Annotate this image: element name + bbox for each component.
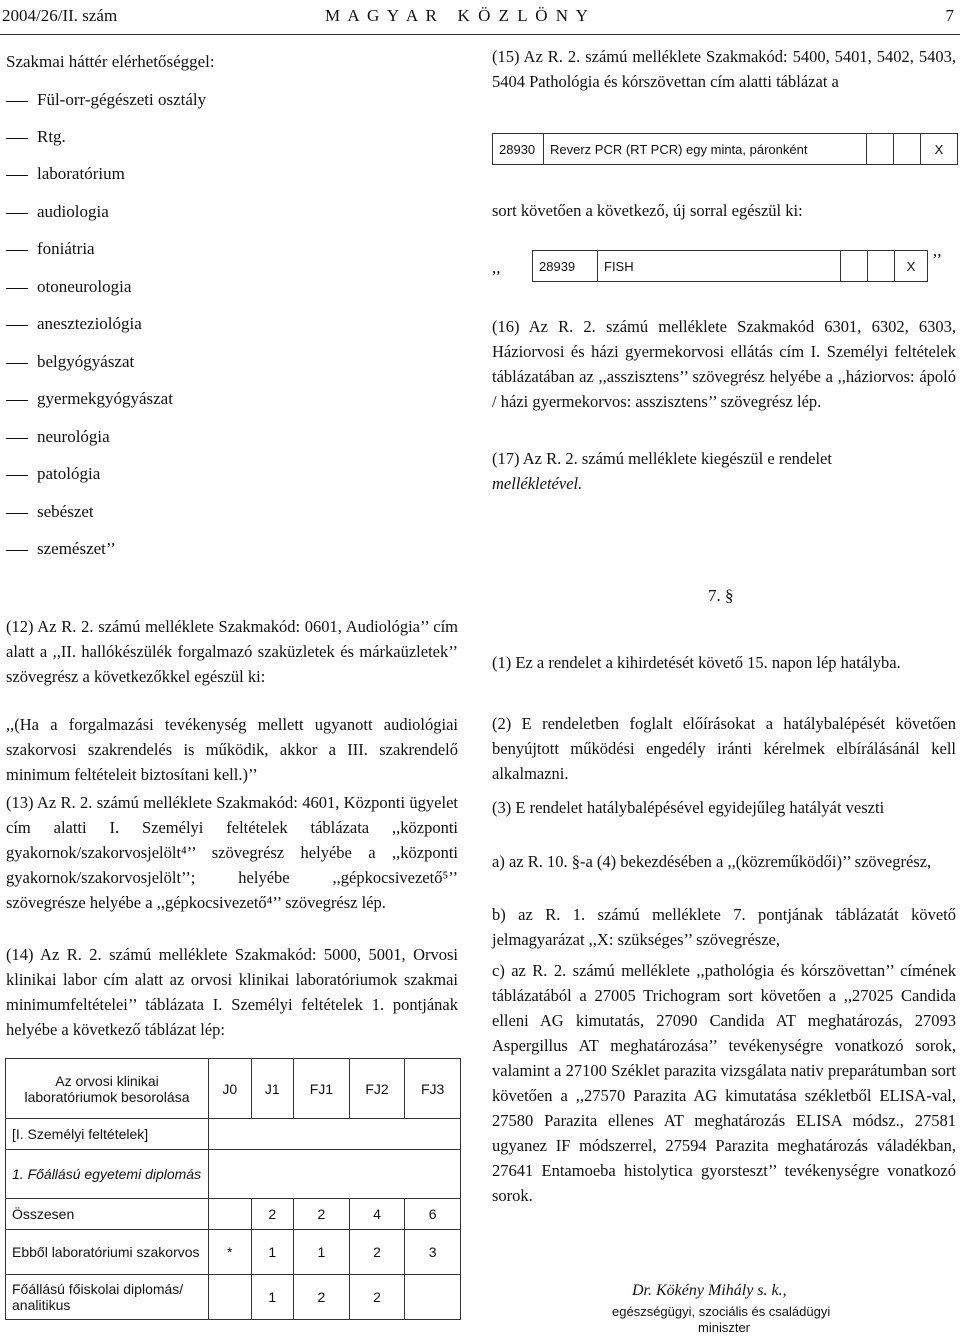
header-date: 2004/26/II. szám — [2, 6, 118, 25]
list-item: aneszteziológia — [6, 314, 142, 334]
item-b: b) az R. 1. számú melléklete 7. pontjának táblázatát követő jelmagyarázat ,,X: szükséges’’ szövegrésze, — [492, 905, 956, 949]
table-cell: 2 — [349, 1275, 405, 1320]
table-cell: * — [209, 1230, 252, 1275]
section-2: (2) E rendeletben foglalt előírásokat a hatálybalépését követően benyújtott működési engedély iránti kérelmek elbírálásánál kell alkalmazni. — [492, 714, 956, 783]
table-cell: Összesen — [6, 1199, 209, 1230]
table-cell: 4 — [349, 1199, 405, 1230]
paragraph-16: (16) Az R. 2. számú melléklete Szakmakód 6301, 6302, 6303, Háziorvosi és házi gyermekorvosi ellátás cím I. Személyi feltételek táblázatában az ,,asszisztens’’ szövegrész helyébe a ,,háziorvos: ápoló / házi gyermekorvos: asszisztens’’ szövegrész lép. — [492, 317, 956, 411]
paragraph-14: (14) Az R. 2. számú melléklete Szakmakód: 5000, 5001, Orvosi klinikai labor cím alatt az orvosi klinikai laboratóriumok szakmai minimumfeltételei’’ táblázata I. Személyi feltételek 1. pontjának helyébe a következő táblázat lép: — [6, 945, 458, 1039]
quote-close: ’’ — [932, 250, 943, 269]
item-c: c) az R. 2. számú melléklete ,,pathológia és kórszövettan’’ címének táblázatából a 27005 Trichogram sort követően a ,,27025 Candida elleni AG kimutatás, 27090 Candida AT meghatározás, 27093 Aspergillus AT meghatározása’’ tevékenységre vonatkozó sorok, valamint a 27100 Széklet parazita vizsgálata nativ preparátumban sort követően a ,,27570 Parazita AG kimutatása székletből ELISA-val, 27580 Parazita ellenes AT meghatározás ELISA módsz., 27581 ugyanez IF módszerrel, 27594 Parazita meghatározás váladékban, 27641 Entamoeba histolytica gyorsteszt’’ tevékenységre vonatkozó sorok. — [492, 961, 956, 1205]
table-cell: 2 — [251, 1199, 294, 1230]
table-col: J0 — [209, 1059, 252, 1119]
table-cell: FISH — [598, 251, 841, 282]
paragraph-17-cont: mellékletével. — [492, 474, 583, 493]
table-15b — [532, 250, 928, 282]
paragraph-15: (15) Az R. 2. számú melléklete Szakmakód: 5400, 5401, 5402, 5403, 5404 Pathológia és kórszövettan cím alatti táblázat a — [492, 47, 956, 91]
table-cell: 2 — [294, 1275, 350, 1320]
signature-title: egészségügyi, szociális és családügyi — [612, 1304, 831, 1319]
table-cell: 28930 — [493, 134, 544, 165]
table-15 — [492, 133, 958, 165]
list-item: neurológia — [6, 427, 110, 447]
table-cell — [894, 134, 921, 165]
signature-role: miniszter — [698, 1320, 751, 1335]
list-item: audiologia — [6, 202, 109, 222]
table-col: FJ1 — [294, 1059, 350, 1119]
paragraph-12: (12) Az R. 2. számú melléklete Szakmakód: 0601, Audiológia’’ cím alatt a ,,II. hallókészülék forgalmazó szaküzletek és márkaüzletek’’ szövegrész a következőkkel egészül ki: — [6, 617, 458, 686]
table-cell: 28939 — [533, 251, 598, 282]
table-cell: 1 — [251, 1230, 294, 1275]
paragraph-17: (17) Az R. 2. számú melléklete kiegészül e rendelet — [492, 449, 832, 468]
left-heading: Szakmai háttér elérhetőséggel: — [6, 52, 215, 71]
table-cell — [209, 1119, 461, 1150]
table-col: FJ3 — [405, 1059, 461, 1119]
section-heading: 7. § — [708, 586, 734, 605]
table-cell: Főállású főiskolai diplomás/ analitikus — [6, 1275, 209, 1320]
list-item: patológia — [6, 464, 100, 484]
table-cell — [867, 134, 894, 165]
table-cell — [841, 251, 868, 282]
list-item: sebészet — [6, 502, 94, 522]
paragraph-13: (13) Az R. 2. számú melléklete Szakmakód: 4601, Központi ügyelet cím alatti I. Személyi feltételek táblázata ,,központi gyakornok/szakorvosjelölt⁴’’ szövegrész helyébe a ,,központi gyakornok/szakorvosjelölt’’; helyébe ,,gépkocsivezető⁵’’ szövegrésze helyébe a ,,gépkocsivezető⁴’’ szövegrész lép. — [6, 793, 458, 912]
header-rule — [0, 34, 960, 35]
table-cell: 1. Főállású egyetemi diplomás — [6, 1150, 209, 1199]
header-page-number: 7 — [945, 6, 954, 25]
section-1: (1) Ez a rendelet a kihirdetését követő 15. napon lép hatályba. — [492, 653, 901, 672]
list-item: Rtg. — [6, 127, 66, 147]
list-item: otoneurologia — [6, 277, 131, 297]
table-cell: Reverz PCR (RT PCR) egy minta, páronként — [544, 134, 867, 165]
after-15: sort követően a következő, új sorral egészül ki: — [492, 201, 803, 220]
table-cell — [405, 1275, 461, 1320]
table-cell: X — [895, 251, 928, 282]
quote-12: ,,(Ha a forgalmazási tevékenység mellett ugyanott audiológiai szakorvosi szakrendelés is működik, akkor a III. szakrendelő minimum feltételeit biztosítani kell.)’’ — [6, 715, 458, 784]
table-cell: 2 — [349, 1230, 405, 1275]
table-cell: X — [921, 134, 958, 165]
list-item: laboratórium — [6, 164, 125, 184]
list-item: gyermekgyógyászat — [6, 389, 173, 409]
table-cell: 2 — [294, 1199, 350, 1230]
signature-name: Dr. Kökény Mihály s. k., — [632, 1282, 787, 1299]
table-cell: 1 — [294, 1230, 350, 1275]
table-cell — [209, 1150, 461, 1199]
table-cell: 3 — [405, 1230, 461, 1275]
table-cell: 1 — [251, 1275, 294, 1320]
list-item: Fül-orr-gégészeti osztály — [6, 90, 206, 110]
table-cell — [868, 251, 895, 282]
header-journal: M A G Y A R K Ö Z L Ö N Y — [325, 6, 590, 25]
table-col: FJ2 — [349, 1059, 405, 1119]
section-3: (3) E rendelet hatálybalépésével egyidejűleg hatályát veszti — [492, 798, 885, 817]
table-col: J1 — [251, 1059, 294, 1119]
list-item: belgyógyászat — [6, 352, 134, 372]
table-cell — [209, 1275, 252, 1320]
list-item: foniátria — [6, 239, 95, 259]
table-cell: [I. Személyi feltételek] — [6, 1119, 209, 1150]
item-a: a) az R. 10. §-a (4) bekezdésében a ,,(közreműködői)’’ szövegrész, — [492, 852, 932, 871]
table-cell: Ebből laboratóriumi szakorvos — [6, 1230, 209, 1275]
table-cell: 6 — [405, 1199, 461, 1230]
lab-table — [5, 1058, 461, 1320]
lab-table-head: Az orvosi klinikai laboratóriumok besorolása — [6, 1059, 209, 1119]
table-cell — [209, 1199, 252, 1230]
list-item: szemészet’’ — [6, 539, 116, 559]
quote-open: ,, — [492, 258, 501, 277]
